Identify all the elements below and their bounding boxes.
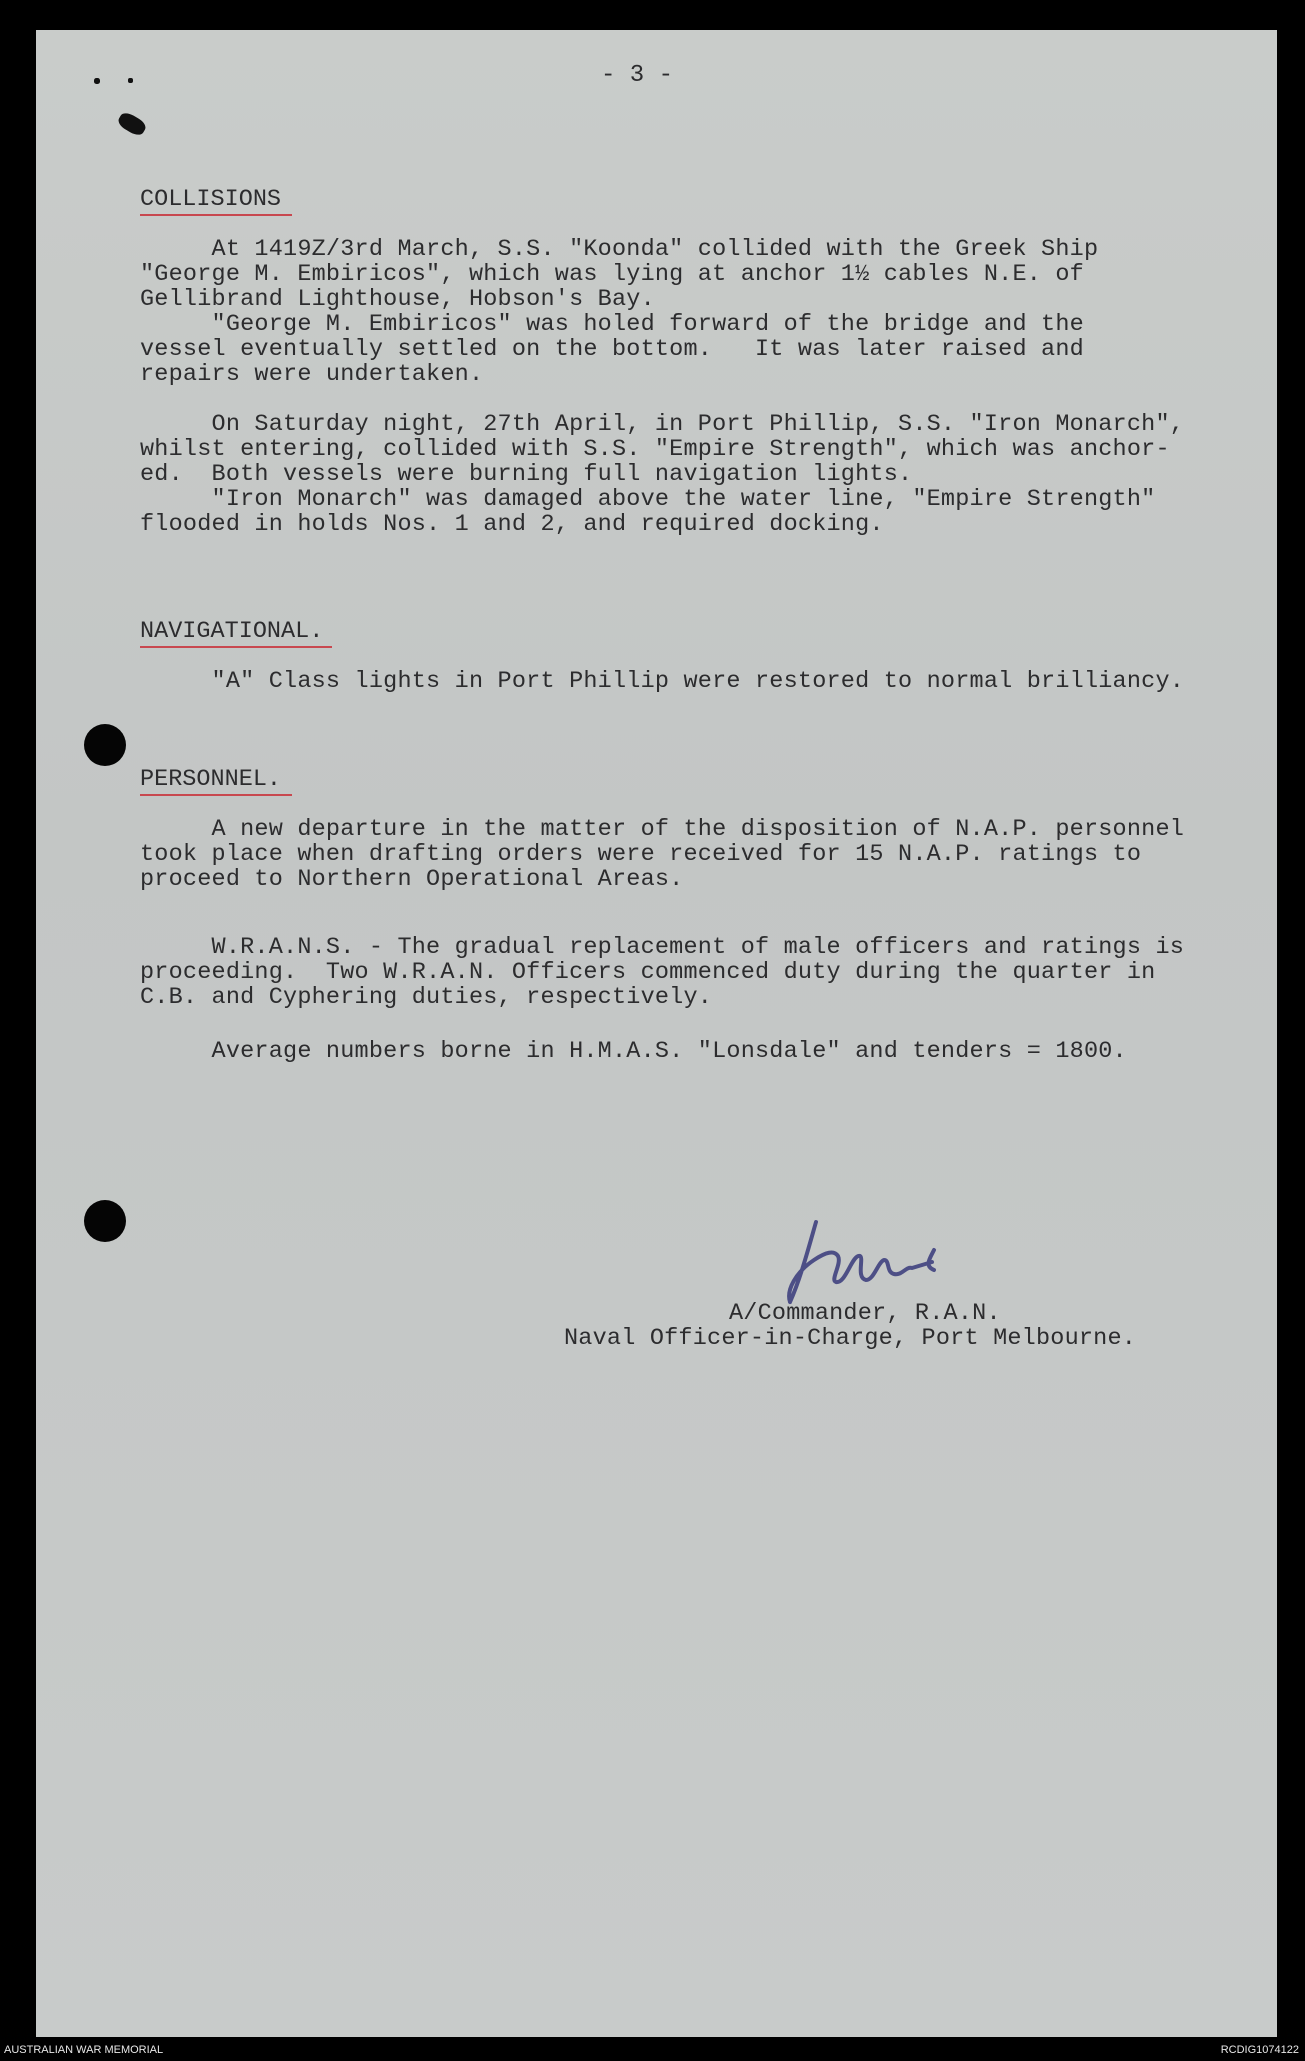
heading-underline <box>140 646 332 648</box>
footer-archive-name: AUSTRALIAN WAR MEMORIAL <box>4 2044 164 2056</box>
text-line: "A" Class lights in Port Phillip were restored to normal brilliancy. <box>140 668 1185 695</box>
text-line: C.B. and Cyphering duties, respectively. <box>140 984 713 1011</box>
punch-hole-top <box>84 724 126 766</box>
text-line: flooded in holds Nos. 1 and 2, and required docking. <box>140 511 884 538</box>
section-heading-navigational: NAVIGATIONAL. <box>140 618 324 645</box>
heading-underline <box>140 794 292 796</box>
text-line: ed. Both vessels were burning full navigation lights. <box>140 461 913 488</box>
text-line: At 1419Z/3rd March, S.S. "Koonda" collided with the Greek Ship <box>140 236 1099 263</box>
staple-mark <box>128 78 133 83</box>
text-line: "Iron Monarch" was damaged above the water line, "Empire Strength" <box>140 486 1156 513</box>
section-heading-personnel: PERSONNEL. <box>140 766 282 793</box>
text-line: Gellibrand Lighthouse, Hobson's Bay. <box>140 286 655 313</box>
text-line: A new departure in the matter of the disposition of N.A.P. personnel <box>140 816 1185 843</box>
staple-mark <box>94 78 100 84</box>
text-line: "George M. Embiricos" was holed forward of the bridge and the <box>140 311 1084 338</box>
page-number: - 3 - <box>601 62 674 89</box>
signature-rank: A/Commander, R.A.N. <box>729 1300 1001 1327</box>
heading-underline <box>140 214 292 216</box>
text-line: repairs were undertaken. <box>140 361 484 388</box>
text-line: whilst entering, collided with S.S. "Empire Strength", which was anchor- <box>140 436 1170 463</box>
handwritten-signature <box>756 1210 996 1310</box>
text-line: "George M. Embiricos", which was lying at anchor 1½ cables N.E. of <box>140 261 1084 288</box>
section-heading-collisions: COLLISIONS <box>140 186 282 213</box>
text-line: proceed to Northern Operational Areas. <box>140 866 684 893</box>
text-line: took place when drafting orders were received for 15 N.A.P. ratings to <box>140 841 1142 868</box>
signature-title: Naval Officer-in-Charge, Port Melbourne. <box>564 1325 1137 1352</box>
text-line: On Saturday night, 27th April, in Port Phillip, S.S. "Iron Monarch", <box>140 411 1185 438</box>
footer-record-id: RCDIG1074122 <box>1220 2044 1299 2056</box>
punch-hole-bottom <box>84 1200 126 1242</box>
document-page <box>36 30 1277 2037</box>
text-line: W.R.A.N.S. - The gradual replacement of male officers and ratings is <box>140 934 1185 961</box>
text-line: Average numbers borne in H.M.A.S. "Lonsdale" and tenders = 1800. <box>140 1038 1127 1065</box>
text-line: vessel eventually settled on the bottom. It was later raised and <box>140 336 1084 363</box>
staple-mark <box>116 110 148 138</box>
text-line: proceeding. Two W.R.A.N. Officers commenced duty during the quarter in <box>140 959 1156 986</box>
